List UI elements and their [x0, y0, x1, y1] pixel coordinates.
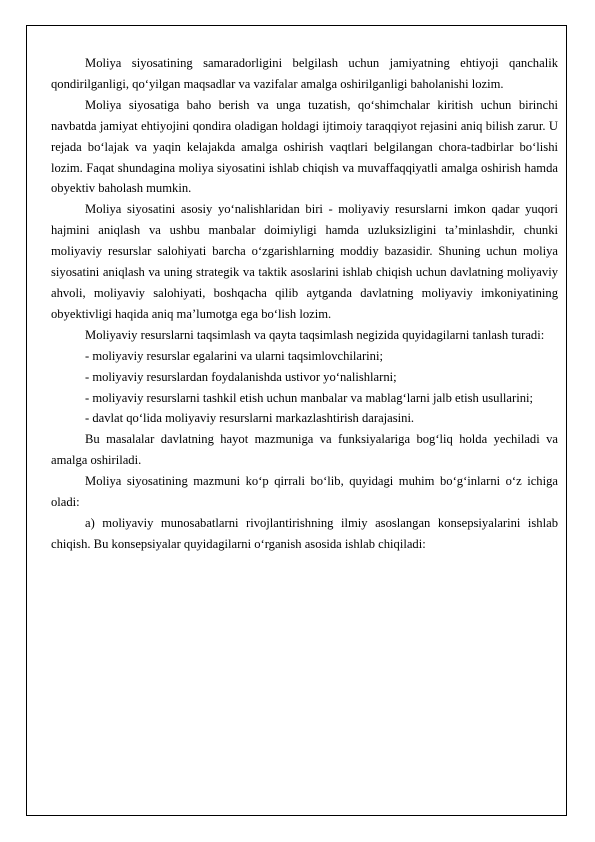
- paragraph-5: Bu masalalar davlatning hayot mazmuniga va funksiyalariga bog‘liq holda yechiladi va amalga oshiriladi.: [51, 432, 558, 468]
- list-item-1: - moliyaviy resurslar egalarini va ularni taqsimlovchilarini;: [85, 348, 383, 363]
- list-item-4: - davlat qo‘lida moliyaviy resurslarni markazlashtirish darajasini.: [85, 411, 415, 426]
- list-item-2: - moliyaviy resurslardan foydalanishda ustivor yo‘nalishlarni;: [85, 369, 397, 384]
- document-body: [51, 53, 558, 555]
- paragraph-6: Moliya siyosatining mazmuni ko‘p qirrali bo‘lib, quyidagi muhim bo‘g‘inlarni o‘z ichiga oladi:: [51, 474, 558, 510]
- paragraph-2: Moliya siyosatiga baho berish va unga tuzatish, qo‘shimchalar kiritish uchun birinchi navbatda jamiyat ehtiyojini qondira oladigan holdagi ijtimoiy taraqqiyot rejasini aniq bilish zarur. U rejada bo‘lajak va yaqin kelajakda amalga oshirish vaqtlari belgilangan chora-tadbirlar bo‘lishi lozim. Faqat shundagina moliya siyosatini ishlab chiqish va muvaffaqqiyatli amalga oshirish hamda obyektiv baholash mumkin.: [51, 97, 558, 196]
- paragraph-4: Moliyaviy resurslarni taqsimlash va qayta taqsimlash negizida quyidagilarni tanlash turadi:: [85, 327, 545, 342]
- paragraph-3: Moliya siyosatini asosiy yo‘nalishlaridan biri - moliyaviy resurslarni imkon qadar yuqori hajmini aniqlash va ushbu manbalar doimiyligi hamda uzluksizligini ta’minlashdir, chunki moliyaviy resurslar salohiyati barcha o‘zgarishlarning moddiy bazasidir. Shuning uchun moliya siyosatini aniqlash va uning strategik va taktik asoslarini ishlab chiqish uchun davlatning moliyaviy ahvoli, moliyaviy salohiyati, boshqacha qilib aytganda davlatning moliyaviy imkoniyatining obyektivligi haqida aniq ma’lumotga ega bo‘lish lozim.: [51, 202, 558, 321]
- paragraph-7: a) moliyaviy munosabatlarni rivojlantirishning ilmiy asoslangan konsepsiyalarini ishlab chiqish. Bu konsepsiyalar quyidagilarni o‘rganish asosida ishlab chiqiladi:: [51, 515, 558, 551]
- list-item-3: - moliyaviy resurslarni tashkil etish uchun manbalar va mablag‘larni jalb etish usullarini;: [85, 390, 534, 405]
- paragraph-1: Moliya siyosatining samaradorligini belgilash uchun jamiyatning ehtiyoji qanchalik qondirilganligi, qo‘yilgan maqsadlar va vazifalar amalga oshirilganligi baholanishi lozim.: [51, 56, 558, 91]
